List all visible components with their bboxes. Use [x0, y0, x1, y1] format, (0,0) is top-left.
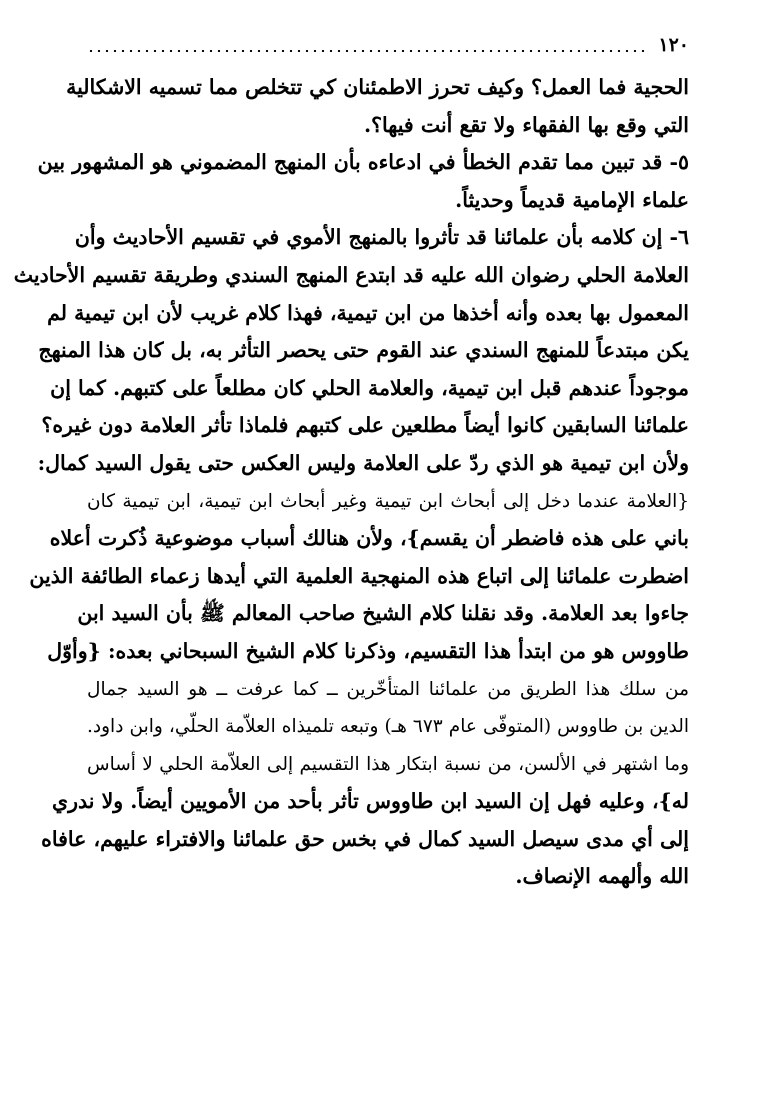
quote-line: من سلك هذا الطريق من علمائنا المتأخّرين ــ كما عرفت ــ هو السيد جمال — [87, 678, 689, 700]
text-line: ٦- إن كلامه بأن علمائنا قد تأثروا بالمنهج الأموي في تقسيم الأحاديث وأن — [74, 225, 689, 250]
text-line: المعمول بها بعده وأنه أخذها من ابن تيمية، فهذا كلام غريب لأن ابن تيمية لم — [47, 300, 689, 325]
page-number: ١٢٠ — [658, 34, 689, 56]
text-line: باني على هذه فاضطر أن يقسم}، ولأن هنالك أسباب موضوعية ذُكرت أعلاه — [49, 526, 689, 551]
text-line: طاووس هو من ابتدأ هذا التقسيم، وذكرنا كلام الشيخ السبحاني بعده: {وأوّل — [47, 638, 689, 663]
header-dotted-rule — [87, 50, 650, 52]
quote-line: {العلامة عندما دخل إلى أبحاث ابن تيمية وغير أبحاث ابن تيمية، ابن تيمية كان — [87, 490, 689, 512]
text-line: يكن مبتدعاً للمنهج السندي عند القوم حتى يحصر التأثر به، بل كان هذا المنهج — [38, 338, 689, 363]
text-line: له}، وعليه فهل إن السيد ابن طاووس تأثر بأحد من الأمويين أيضاً. ولا ندري — [52, 789, 689, 814]
quote-line: الدين بن طاووس (المتوفّى عام ٦٧٣ هـ) وتبعه تلميذاه العلاّمة الحلّي، وابن داود. — [87, 716, 689, 738]
quote-line: وما اشتهر في الألسن، من نسبة ابتكار هذا التقسيم إلى العلاّمة الحلي لا أساس — [87, 753, 689, 775]
text-line: موجوداً عندهم قبل ابن تيمية، والعلامة الحلي كان مطلعاً على كتبهم. كما إن — [50, 375, 689, 400]
text-line: ٥- قد تبين مما تقدم الخطأ في ادعاءه بأن المنهج المضموني هو المشهور بين — [37, 150, 689, 175]
text-line: علمائنا السابقين كانوا أيضاً مطلعين على كتبهم فلماذا تأثر العلامة دون غيره؟ — [41, 413, 689, 438]
body-text — [13, 69, 689, 896]
text-line: الله وألهمه الإنصاف. — [515, 864, 689, 889]
text-line: علماء الإمامية قديماً وحديثاً. — [455, 187, 689, 212]
text-line: ولأن ابن تيمية هو الذي ردّ على العلامة وليس العكس حتى يقول السيد كمال: — [37, 450, 689, 475]
page-header — [87, 28, 689, 62]
text-line: العلامة الحلي رضوان الله عليه قد ابتدع المنهج السندي وطريقة تقسيم الأحاديث — [13, 262, 689, 287]
text-line: جاءوا بعد العلامة. وقد نقلنا كلام الشيخ صاحب المعالم ﷺ بأن السيد ابن — [77, 601, 689, 626]
text-line: اضطرت علمائنا إلى اتباع هذه المنهجية العلمية التي أيدها زعماء الطائفة الذين — [29, 563, 689, 588]
text-line: الحجية فما العمل؟ وكيف تحرز الاطمئنان كي تتخلص مما تسميه الاشكالية — [66, 75, 689, 99]
text-line: التي وقع بها الفقهاء ولا تقع أنت فيها؟. — [363, 112, 689, 137]
text-line: إلى أي مدى سيصل السيد كمال في بخس حق علمائنا والافتراء عليهم، عافاه — [41, 826, 689, 851]
